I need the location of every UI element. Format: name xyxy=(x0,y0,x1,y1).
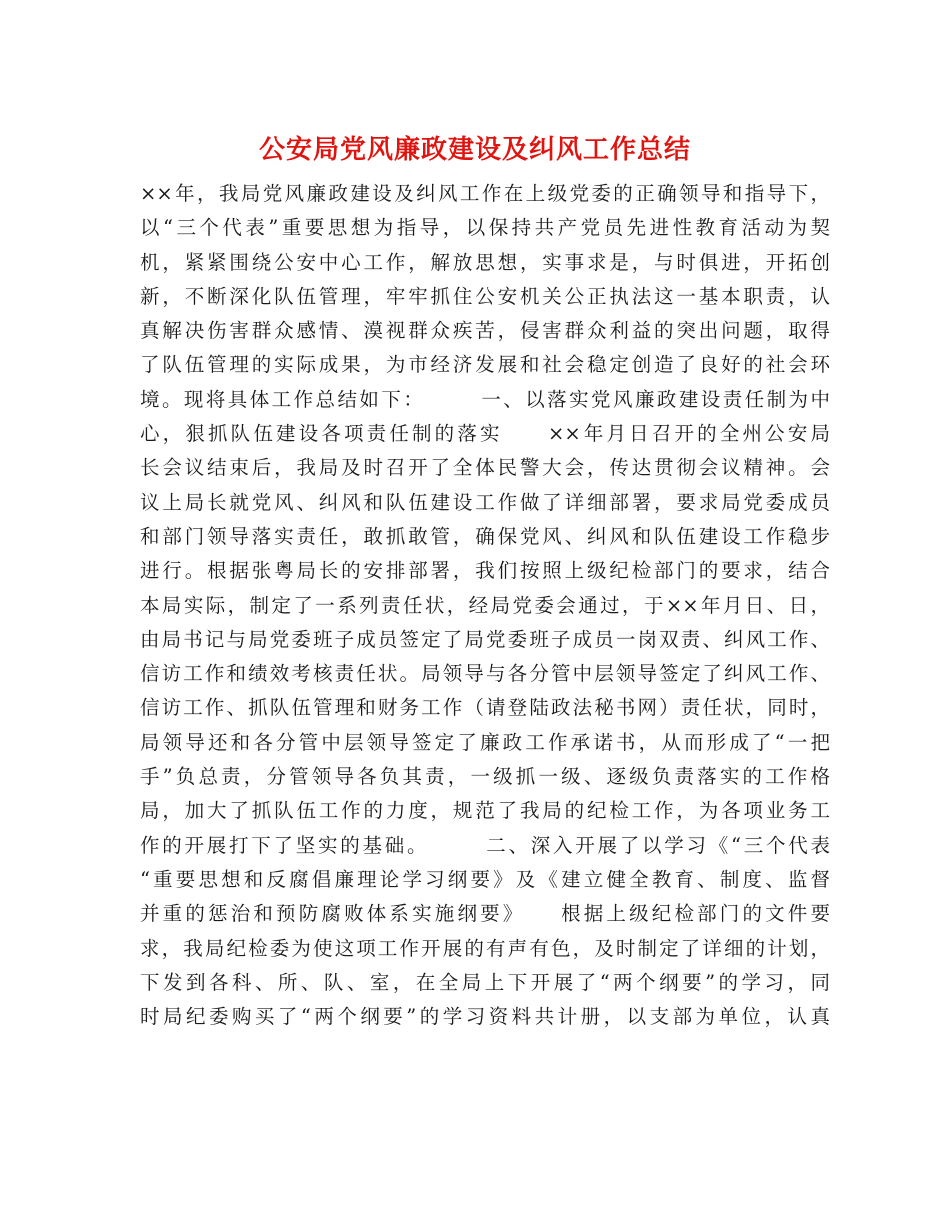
body-line: ××年，我局党风廉政建设及纠风工作在上级党委的正确领导和指导下， xyxy=(140,182,830,205)
body-line: 时局纪委购买了“两个纲要”的学习资料共计册，以支部为单位，认真 xyxy=(140,1005,830,1029)
body-line: 和部门领导落实责任，敢抓敢管，确保党风、纠风和队伍建设工作稳步 xyxy=(140,524,830,548)
document-body xyxy=(140,177,830,1034)
body-line: 由局书记与局党委班子成员签定了局党委班子成员一岗双责、纠风工作、 xyxy=(140,627,830,651)
body-line: 作的开展打下了坚实的基础。 二、深入开展了以学习《“三个代表 xyxy=(140,833,830,857)
body-line: 机，紧紧围绕公安中心工作，解放思想，实事求是，与时俱进，开拓创 xyxy=(140,250,830,274)
body-line: 本局实际，制定了一系列责任状，经局党委会通过，于××年月日、日， xyxy=(140,593,830,617)
body-line: 下发到各科、所、队、室，在全局上下开展了“两个纲要”的学习，同 xyxy=(140,970,830,994)
body-line: 并重的惩治和预防腐败体系实施纲要》 根据上级纪检部门的文件要 xyxy=(140,902,830,926)
body-line: 了队伍管理的实际成果，为市经济发展和社会稳定创造了良好的社会环 xyxy=(140,353,830,377)
body-line: “重要思想和反腐倡廉理论学习纲要》及《建立健全教育、制度、监督 xyxy=(140,867,830,891)
body-line: 议上局长就党风、纠风和队伍建设工作做了详细部署，要求局党委成员 xyxy=(140,490,830,514)
body-line: 局领导还和各分管中层领导签定了廉政工作承诺书，从而形成了“一把 xyxy=(140,730,830,754)
body-line: 长会议结束后，我局及时召开了全体民警大会，传达贯彻会议精神。会 xyxy=(140,456,830,480)
body-line: 局，加大了抓队伍工作的力度，规范了我局的纪检工作，为各项业务工 xyxy=(140,799,830,823)
body-line: 信访工作和绩效考核责任状。局领导与各分管中层领导签定了纠风工作、 xyxy=(140,662,830,686)
document-title: 公安局党风廉政建设及纠风工作总结 xyxy=(258,135,691,165)
body-line: 进行。根据张粤局长的安排部署，我们按照上级纪检部门的要求，结合 xyxy=(140,559,830,583)
body-line: 真解决伤害群众感情、漠视群众疾苦，侵害群众利益的突出问题，取得 xyxy=(140,319,830,343)
body-line: 心，狠抓队伍建设各项责任制的落实 ××年月日召开的全州公安局 xyxy=(140,422,830,446)
body-line: 手”负总责，分管领导各负其责，一级抓一级、逐级负责落实的工作格 xyxy=(140,765,830,789)
body-line: 以“三个代表”重要思想为指导，以保持共产党员先进性教育活动为契 xyxy=(140,216,830,240)
body-line: 信访工作、抓队伍管理和财务工作（请登陆政法秘书网）责任状，同时， xyxy=(140,696,830,720)
body-line: 求，我局纪检委为使这项工作开展的有声有色，及时制定了详细的计划， xyxy=(140,936,830,960)
body-line: 新，不断深化队伍管理，牢牢抓住公安机关公正执法这一基本职责，认 xyxy=(140,284,830,308)
body-line: 境。现将具体工作总结如下： 一、以落实党风廉政建设责任制为中 xyxy=(140,387,830,411)
